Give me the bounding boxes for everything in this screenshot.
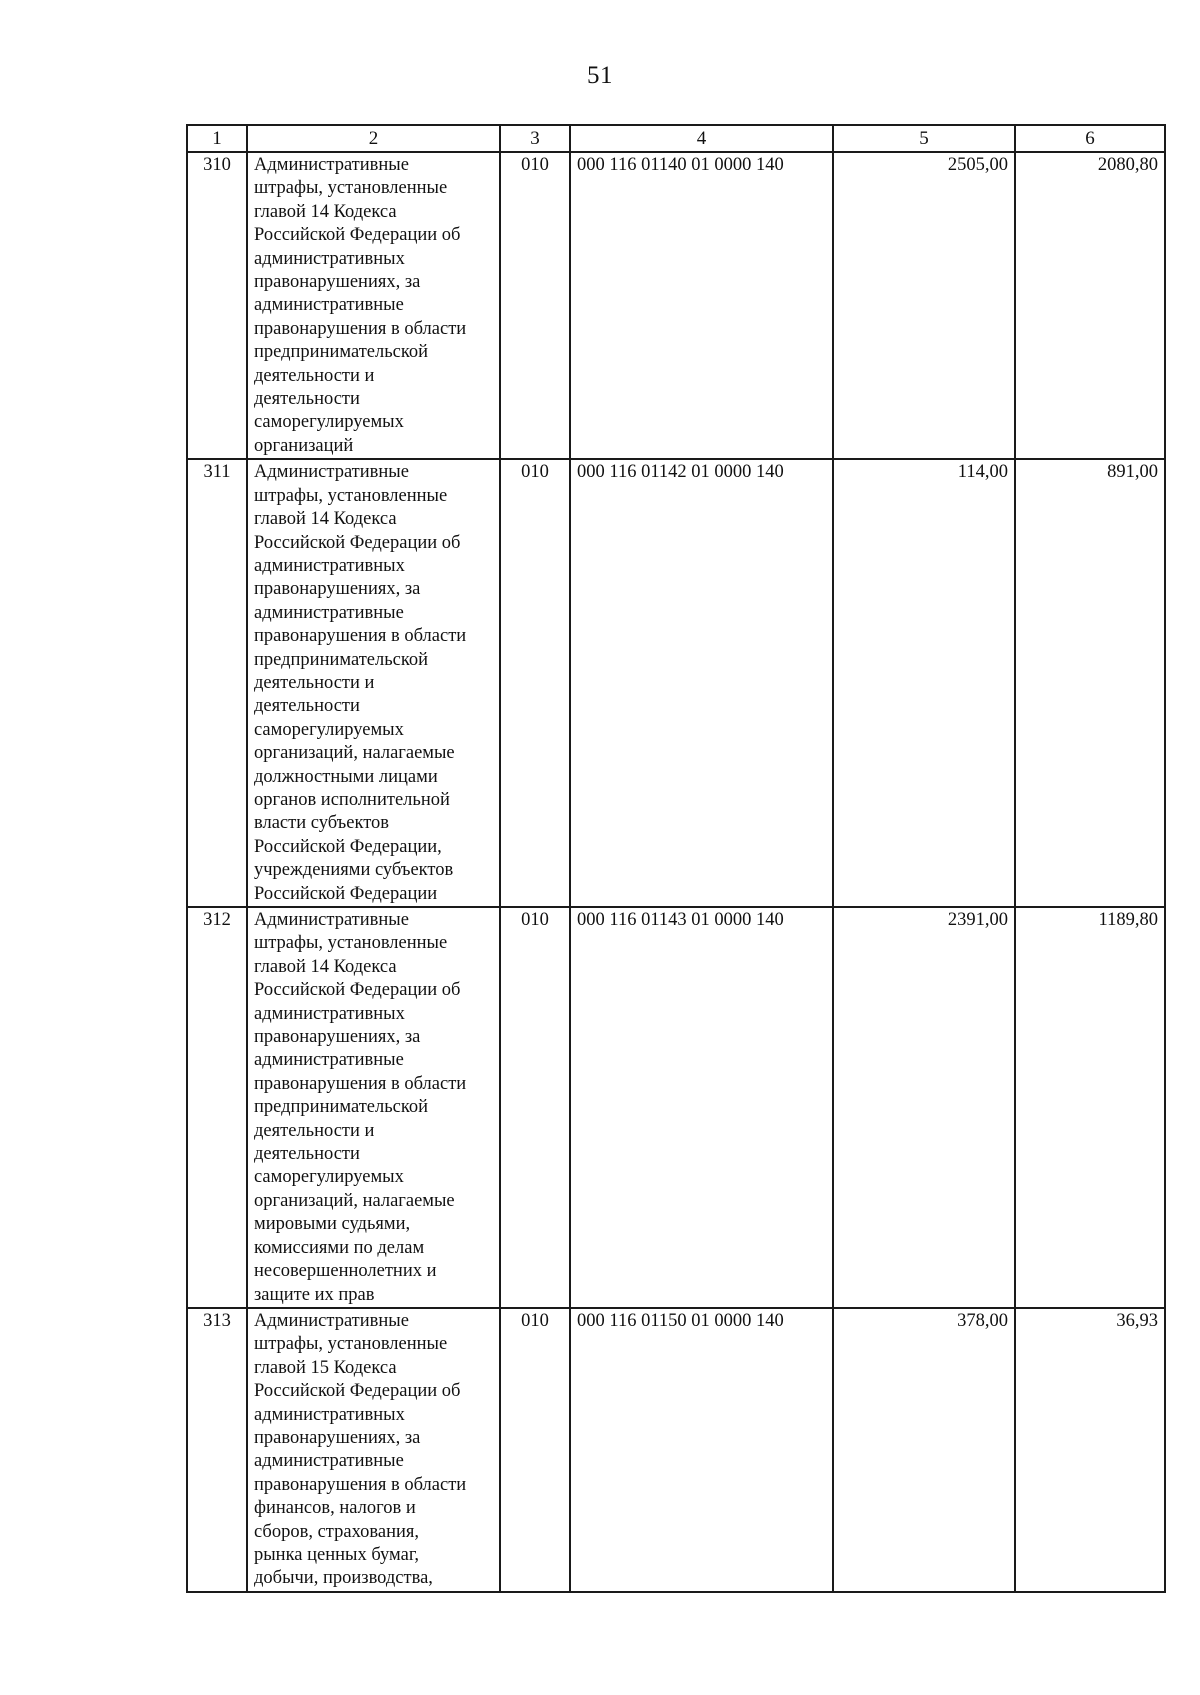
amount-col5-cell: 2505,00 bbox=[833, 152, 1015, 459]
description-line: комиссиями по делам bbox=[254, 1237, 425, 1258]
admin-code-cell: 010 bbox=[500, 459, 570, 907]
amount-col6-cell: 891,00 bbox=[1015, 459, 1165, 907]
amount-col5-cell: 378,00 bbox=[833, 1308, 1015, 1592]
amount-col5-cell: 2391,00 bbox=[833, 907, 1015, 1308]
table-body bbox=[187, 152, 1165, 1592]
description-line: административные bbox=[254, 295, 404, 316]
page-number: 51 bbox=[587, 62, 613, 89]
description-line: организаций, налагаемые bbox=[254, 743, 455, 764]
description-line: деятельности и bbox=[254, 365, 375, 386]
description-line: рынка ценных бумаг, bbox=[254, 1544, 419, 1565]
header-row bbox=[187, 125, 1165, 152]
description-line: органов исполнительной bbox=[254, 789, 450, 810]
description-line: предпринимательской bbox=[254, 1097, 429, 1118]
description-line: штрафы, установленные bbox=[254, 1334, 448, 1355]
amount-col6-cell: 2080,80 bbox=[1015, 152, 1165, 459]
description-line: правонарушения в области bbox=[254, 626, 467, 647]
row-number-cell: 310 bbox=[187, 152, 247, 459]
budget-code-cell: 000 116 01140 01 0000 140 bbox=[570, 152, 833, 459]
description-line: штрафы, установленные bbox=[254, 485, 448, 506]
budget-code-cell: 000 116 01143 01 0000 140 bbox=[570, 907, 833, 1308]
budget-table bbox=[186, 124, 1166, 1593]
amount-col6-cell: 1189,80 bbox=[1015, 907, 1165, 1308]
description-line: предпринимательской bbox=[254, 649, 429, 670]
description-line: административных bbox=[254, 555, 405, 576]
description-line: деятельности и bbox=[254, 1120, 375, 1141]
row-number-cell: 313 bbox=[187, 1308, 247, 1592]
column-header: 2 bbox=[247, 125, 500, 152]
description-line: Российской Федерации об bbox=[254, 225, 461, 246]
description-line: административных bbox=[254, 1003, 405, 1024]
budget-code-cell: 000 116 01150 01 0000 140 bbox=[570, 1308, 833, 1592]
description-line: главой 14 Кодекса bbox=[254, 956, 397, 977]
description-line: деятельности и bbox=[254, 672, 375, 693]
description-line: Административные bbox=[254, 462, 409, 483]
description-line: правонарушения в области bbox=[254, 1474, 467, 1495]
column-header: 1 bbox=[187, 125, 247, 152]
description-line: Российской Федерации, bbox=[254, 836, 442, 857]
description-line: штрафы, установленные bbox=[254, 178, 448, 199]
table-row bbox=[187, 459, 1165, 907]
description-line: организаций, налагаемые bbox=[254, 1190, 455, 1211]
description-line: административные bbox=[254, 602, 404, 623]
admin-code-cell: 010 bbox=[500, 1308, 570, 1592]
description-line: Административные bbox=[254, 910, 409, 930]
description-line: главой 15 Кодекса bbox=[254, 1357, 397, 1378]
table-row bbox=[187, 907, 1165, 1308]
description-line: правонарушения в области bbox=[254, 318, 467, 339]
description-line: финансов, налогов и bbox=[254, 1498, 416, 1519]
description-line: деятельности bbox=[254, 1144, 360, 1165]
description-line: должностными лицами bbox=[254, 766, 438, 787]
description-line: Российской Федерации bbox=[254, 883, 438, 904]
description-line: главой 14 Кодекса bbox=[254, 201, 397, 222]
column-header: 5 bbox=[833, 125, 1015, 152]
description-line: несовершеннолетних и bbox=[254, 1261, 437, 1282]
description-cell bbox=[247, 1308, 500, 1592]
description-line: главой 14 Кодекса bbox=[254, 509, 397, 530]
admin-code-cell: 010 bbox=[500, 907, 570, 1308]
column-header: 4 bbox=[570, 125, 833, 152]
description-line: мировыми судьями, bbox=[254, 1214, 411, 1235]
description-line: Административные bbox=[254, 1310, 409, 1331]
column-header: 3 bbox=[500, 125, 570, 152]
description-line: Российской Федерации об bbox=[254, 1381, 461, 1402]
description-line: защите их прав bbox=[254, 1284, 375, 1305]
row-number-cell: 311 bbox=[187, 459, 247, 907]
description-line: Административные bbox=[254, 155, 409, 175]
description-line: административные bbox=[254, 1050, 404, 1071]
description-line: деятельности bbox=[254, 389, 360, 410]
description-line: административные bbox=[254, 1451, 404, 1472]
description-line: власти субъектов bbox=[254, 813, 390, 834]
description-line: добычи, производства, bbox=[254, 1568, 433, 1589]
description-line: учреждениями субъектов bbox=[254, 860, 454, 881]
table-row bbox=[187, 1308, 1165, 1592]
description-line: саморегулируемых bbox=[254, 1167, 404, 1188]
budget-code-cell: 000 116 01142 01 0000 140 bbox=[570, 459, 833, 907]
description-cell bbox=[247, 459, 500, 907]
description-line: организаций bbox=[254, 435, 354, 456]
description-line: сборов, страхования, bbox=[254, 1521, 420, 1542]
description-line: правонарушениях, за bbox=[254, 1027, 421, 1048]
description-line: Российской Федерации об bbox=[254, 532, 461, 553]
description-cell bbox=[247, 152, 500, 459]
description-line: правонарушениях, за bbox=[254, 1427, 421, 1448]
description-line: штрафы, установленные bbox=[254, 933, 448, 954]
description-line: правонарушениях, за bbox=[254, 579, 421, 600]
description-line: правонарушения в области bbox=[254, 1073, 467, 1094]
table-row bbox=[187, 152, 1165, 459]
description-line: саморегулируемых bbox=[254, 719, 404, 740]
column-header: 6 bbox=[1015, 125, 1165, 152]
description-cell bbox=[247, 907, 500, 1308]
description-line: административных bbox=[254, 248, 405, 269]
admin-code-cell: 010 bbox=[500, 152, 570, 459]
table-header bbox=[187, 125, 1165, 152]
description-line: предпринимательской bbox=[254, 342, 429, 363]
description-line: правонарушениях, за bbox=[254, 272, 421, 293]
description-line: административных bbox=[254, 1404, 405, 1425]
row-number-cell: 312 bbox=[187, 907, 247, 1308]
description-line: саморегулируемых bbox=[254, 412, 404, 433]
description-line: Российской Федерации об bbox=[254, 980, 461, 1001]
amount-col5-cell: 114,00 bbox=[833, 459, 1015, 907]
amount-col6-cell: 36,93 bbox=[1015, 1308, 1165, 1592]
description-line: деятельности bbox=[254, 696, 360, 717]
